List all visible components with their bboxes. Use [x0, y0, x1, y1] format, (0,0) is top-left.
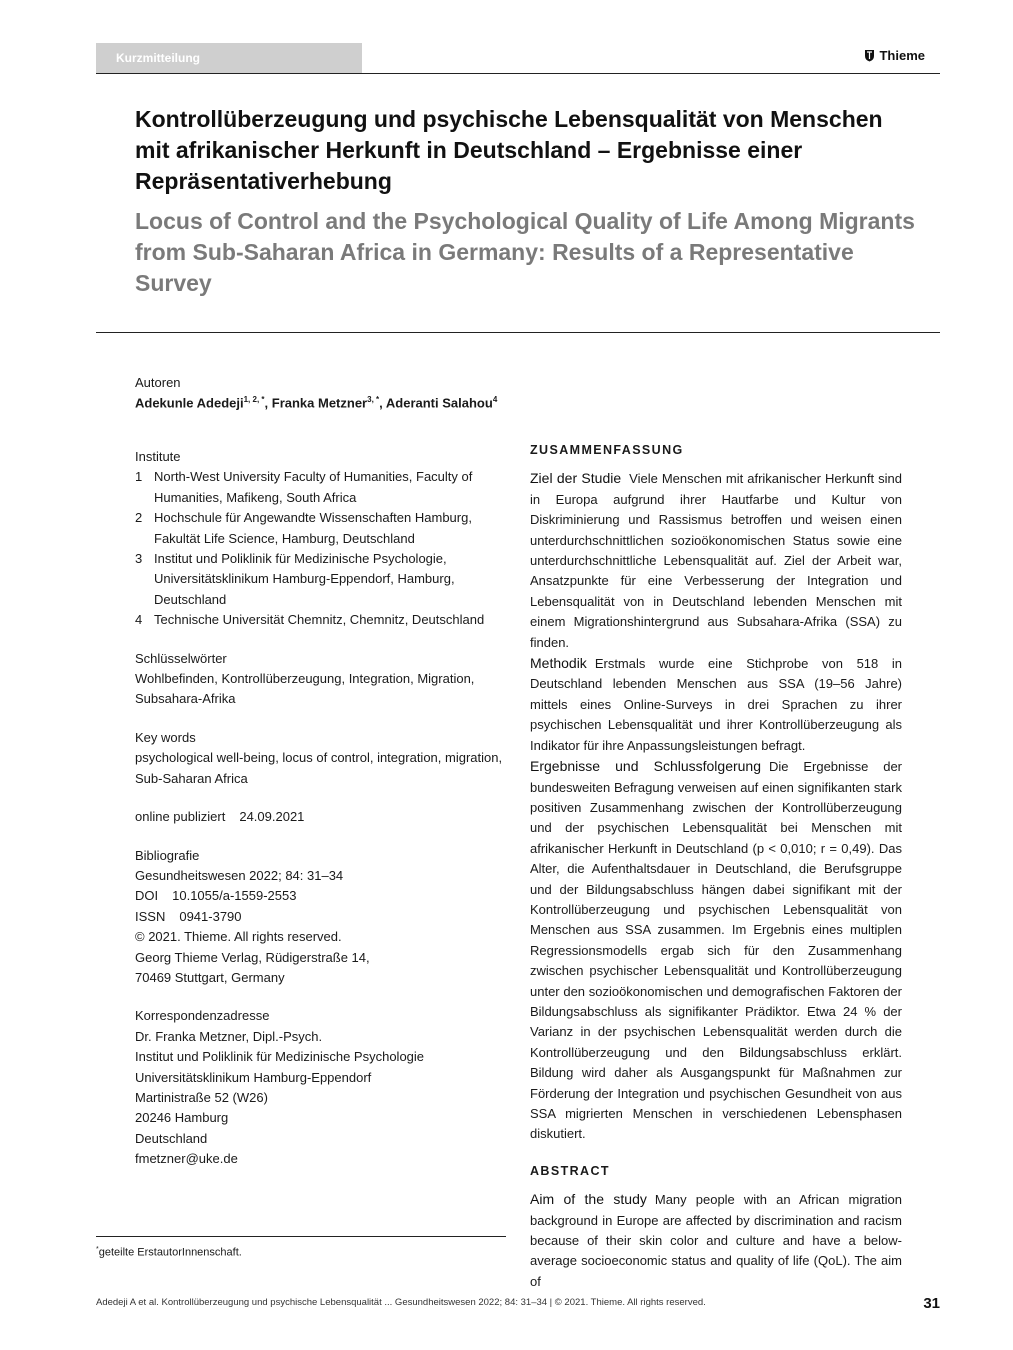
paragraph-text: Die Ergebnisse der bundesweiten Befragung verweisen auf einen signifikanten stark positiven Zusammenhang zwischen der Kontrollüberzeugung und der psychischen Lebensqualität bei Menschen mit afrikanischer Herkunft in Deutschland (p < 0,010; r = 0,49). Das Alter, die Aufenthaltsdauer in Deutschland, die Berufsgruppe und der Bildungsabschluss hängen dabei signifikant mit der Kontrollüberzeugung und psychischen Lebensqualität von Menschen aus SSA zusammen. Im Ergebnis eines multiplen Regressionsmodells ergab sich für den Zusammenhang zwischen psychischer Lebensqualität und Kontrollüberzeugung unter den sozioökonomischen und demografischen Faktoren der Bildungsabschluss als signifikanter Prädiktor. Etwa 24 % der Varianz in der psychischen Lebensqualität werden durch die Kontrollüberzeugung und den Bildungsabschluss erklärt. Bildung wird daher als Ausgangspunkt für Maßnahmen zur Förderung der Integration und psychischen Gesundheit von aus SSA migrierten Menschen in verschiedenen Lebensphasen diskutiert. [530, 759, 903, 1142]
journal-citation: Gesundheitswesen 2022; 84: 31–34 [135, 867, 344, 883]
correspondence-block [135, 1006, 510, 1169]
paragraph-text: Many people with an African migration background in Europe are affected by discrimination and racism because of their skin color and culture and have a below-average socioeconomic status and quality of life (QoL). The aim of [530, 1192, 902, 1289]
institute-number: 3 [135, 551, 143, 567]
institute-number: 2 [135, 510, 143, 526]
publisher-address-line: 70469 Stuttgart, Germany [135, 969, 285, 985]
abstract-column [530, 440, 902, 1292]
published-label: online publiziert [135, 809, 226, 825]
author-name: Franka Metzner [271, 395, 368, 411]
keywords-de-block [135, 649, 510, 710]
correspondence-line: Institut und Poliklinik für Medizinische Psychologie [135, 1049, 425, 1065]
metadata-column [135, 447, 510, 1188]
author-affiliation: 3, * [367, 395, 380, 404]
institute-text: Institut und Poliklinik für Medizinische Psychologie, Universitätsklinikum Hamburg-Eppendorf, Hamburg, Deutschland [154, 551, 455, 607]
paragraph-heading: Aim of the study [530, 1191, 647, 1208]
correspondence-email[interactable]: fmetzner@uke.de [135, 1151, 238, 1167]
keywords-en-label: Key words [135, 729, 196, 745]
paragraph-heading: Methodik [530, 655, 587, 672]
keywords-en-block [135, 728, 510, 789]
footnote-text: geteilte ErstautorInnenschaft. [98, 1246, 242, 1259]
issn-value: 0941-3790 [179, 908, 242, 924]
institute-number: 4 [135, 612, 143, 628]
institutes-block [135, 447, 510, 631]
keywords-en-text: psychological well-being, locus of control, integration, migration, Sub-Saharan Africa [135, 750, 503, 786]
zusammenfassung-paragraph [530, 468, 902, 653]
author-affiliation: 4 [492, 395, 498, 404]
page-number: 31 [923, 1295, 940, 1312]
list-item [135, 467, 510, 508]
author-list: Adekunle Adedeji$^{1, 2, *}$, Franka Metzner$^{3, *}$, Aderanti Salahou$^4$ [135, 395, 498, 411]
issn-line [135, 907, 510, 927]
section-label: Kurzmitteilung [96, 43, 362, 74]
title-divider [96, 332, 940, 333]
doi-label: DOI [135, 888, 159, 904]
author-affiliation: 1, 2, * [243, 395, 265, 404]
author-name: Adekunle Adedeji [135, 395, 244, 411]
issn-label: ISSN [135, 908, 166, 924]
list-item [135, 549, 510, 610]
abstract-heading: ABSTRACT [530, 1163, 610, 1178]
correspondence-line: Martinistraße 52 (W26) [135, 1089, 268, 1105]
thieme-crest-icon [864, 49, 875, 62]
published-date: 24.09.2021 [239, 809, 305, 825]
title-german: Kontrollüberzeugung und psychische Lebensqualität von Menschen mit afrikanischer Herkunft in Deutschland – Ergebnisse einer Repräsentativerhebung [135, 106, 883, 194]
footnote-divider [96, 1236, 506, 1237]
institute-text: North-West University Faculty of Humanities, Faculty of Humanities, Mafikeng, South Africa [154, 469, 473, 505]
paragraph-text: Erstmals wurde eine Stichprobe von 518 in Deutschland lebenden Menschen aus SSA (19–56 Jahre) mittels eines Online-Surveys in drei Sprachen zu ihrer psychischen Lebensqualität und ihrer Kontrollüberzeugung als Indikator für ihre Anpassungsleistungen befragt. [530, 656, 902, 753]
header-divider [96, 73, 940, 74]
keywords-de-label: Schlüsselwörter [135, 650, 227, 666]
footnote [96, 1246, 242, 1259]
bibliography-label: Bibliografie [135, 847, 200, 863]
zusammenfassung-paragraph [530, 653, 902, 756]
copyright-line: © 2021. Thieme. All rights reserved. [135, 929, 342, 945]
footer-citation: Adedeji A et al. Kontrollüberzeugung und psychische Lebensqualität ... Gesundheitswesen 2022; 84: 31–34 | © 2021. Thieme. All rights reserved. [96, 1297, 706, 1308]
spacer [530, 1145, 902, 1161]
doi-value[interactable]: 10.1055/a-1559-2553 [172, 888, 297, 904]
zusammenfassung-paragraph [530, 756, 902, 1145]
keywords-de-text: Wohlbefinden, Kontrollüberzeugung, Integration, Migration, Subsahara-Afrika [135, 671, 475, 707]
correspondence-line: Universitätsklinikum Hamburg-Eppendorf [135, 1069, 372, 1085]
correspondence-line: Dr. Franka Metzner, Dipl.-Psych. [135, 1028, 323, 1044]
correspondence-line: 20246 Hamburg [135, 1110, 229, 1126]
footnote-marker: * [96, 1246, 99, 1253]
correspondence-label: Korrespondenzadresse [135, 1008, 270, 1024]
publisher-name: Thieme [879, 48, 925, 63]
published-block [135, 807, 510, 827]
abstract-paragraph [530, 1189, 902, 1292]
doi-line [135, 886, 510, 906]
author-name: Aderanti Salahou [385, 395, 493, 411]
publisher-logo [864, 48, 925, 63]
authors-label: Autoren [135, 375, 181, 390]
paragraph-heading: Ziel der Studie [530, 470, 622, 487]
list-item [135, 508, 510, 549]
list-item [135, 610, 510, 630]
institute-number: 1 [135, 469, 143, 485]
paragraph-text: Viele Menschen mit afrikanischer Herkunft sind in Europa aufgrund ihrer Hautfarbe und Kultur von Diskriminierung und Rassismus betroffen und weisen einen unterdurchschnittlichen sozioökonomischen Status sowie eine unterdurchschnittliche Lebensqualität auf. Ziel der Arbeit war, Ansatzpunkte für eine Verbesserung der Integration und Lebensqualität von in Deutschland lebenden Menschen mit einem Migrationshintergrund aus Subsahara-Afrika (SSA) zu finden. [530, 471, 902, 650]
correspondence-line: Deutschland [135, 1130, 208, 1146]
institutes-label: Institute [135, 449, 181, 464]
bibliography-block [135, 846, 510, 989]
paragraph-heading: Ergebnisse und Schlussfolgerung [530, 758, 762, 775]
title-english: Locus of Control and the Psychological Quality of Life Among Migrants from Sub-Saharan Africa in Germany: Results of a Representative Survey [135, 208, 915, 296]
institute-text: Technische Universität Chemnitz, Chemnitz, Deutschland [154, 612, 485, 628]
publisher-address-line: Georg Thieme Verlag, Rüdigerstraße 14, [135, 949, 370, 965]
institute-text: Hochschule für Angewandte Wissenschaften Hamburg, Fakultät Life Science, Hamburg, Deutschland [154, 510, 472, 546]
zusammenfassung-heading: ZUSAMMENFASSUNG [530, 443, 684, 457]
